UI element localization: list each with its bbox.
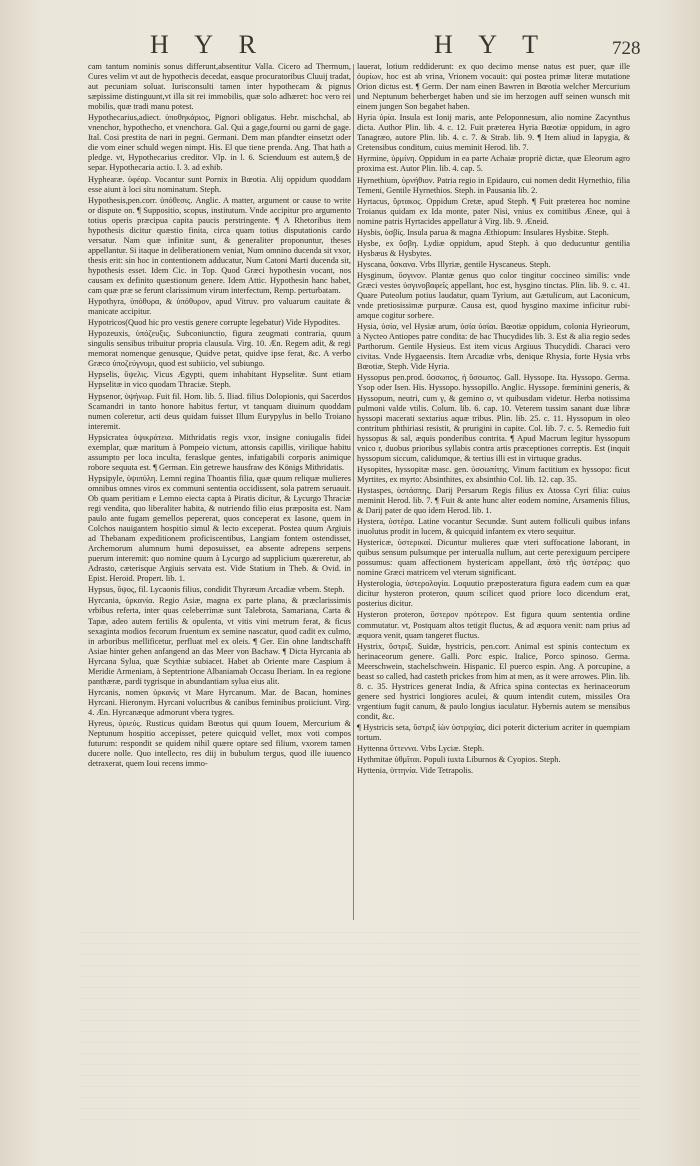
dictionary-entry: Hypsus, ὕψος, fil. Lycaonis filius, condidit Thyræum Arcadiæ vrbem. Steph. (88, 585, 345, 595)
column-divider (353, 64, 354, 920)
dictionary-entry: Hypsicratea ὑψικράτεια. Mithridatis regis vxor, insigne coniugalis fidei exemplar, quæ maritum à Pompeio victum, attonsis capillis, virilique habitu assumpto per loca inculta, feraslque gentes, infatigabili corporis animique robore sequuta est. ¶ German. Ein getrewe hausfraw des Königs Mithridatis. (88, 432, 351, 472)
dictionary-entry: Hypselis, ὕψελις. Vicus Ægypti, quem inhabitant Hypselitæ. Sunt etiam Hypselitæ in vico quodam Thraciæ. Steph. (88, 370, 351, 390)
dictionary-entry: Hypothecarius,adiect. ὑποθηκάριος, Pignori obligatus. Hebr. mischchal, ab vnenchor, hypothecho, et vnenchora. Gal. Qui a gage,fourni ou garni de gage. Ital. Cosi prestita de nari in pegni. Germani. Dem man pfandter einsetzt oder die vom einer schuld wegen nimpt. His. El que tiene prenda. Ang. That hath a pledge. vt, Hypothecarius creditor. Vlp. in l. 6. Scienduum est autem,§ de separ. Hypothecaria actio. l. 3. ad exhib. (88, 113, 351, 173)
dictionary-entry: Hyrcanis, nomen ὑρκανὶς vt Mare Hyrcanum. Mar. de Bacan, homines Hyrcani. Hieronym. Hyrcani volucribus & canibus feminibus proiiciunt. Virg. 4. Æn. Hyrcanæque admorunt vbera tygres. (88, 687, 351, 717)
dictionary-entry: Hyscana, ὕσκανα. Vrbs Illyriæ, gentile Hyscaneus. Steph. (357, 259, 551, 269)
page-header (0, 30, 700, 66)
dictionary-entry: Hypotricos(Quod hic pro vestis genere corrupte legebatur) Vide Hypodites. (88, 318, 341, 328)
dictionary-entry: Hystera, ὑστέρα. Latine vocantur Secundæ. Sunt autem folliculi quibus infans inuolutus prodit in lucem, & quicquid infantem ex vtero sequitur. (357, 517, 630, 537)
dictionary-entry: lauerat, lotium reddiderunt: ex quo decimo mense natus est puer, quæ ille ὀυρίων, hoc est ab vrina, Vrionem vocauit: qui postea primæ literæ mutatione Orion dictus est. ¶ Germ. Der nam einen Bawren in Bœotia welcher Mercurium und Neptunum beherberget haben und sie im herzogen auff seinen wunsch mit einem jungen Son begabet haben. (357, 62, 630, 112)
dictionary-entry: Hysopites, hyssopitæ masc. gen. ὑσσωπίτης. Vinum factitium ex hyssopo: ficut Myrtites, ex myrto: Absinthites, ex absinthio Col. lib. 12. cap. 35. (357, 464, 630, 484)
dictionary-entry: Hypothyra, ὑπόθυρα, & ὑπόθυρον, apud Vitruv. pro valuarum cauitate & manicate accipitur. (88, 297, 351, 317)
running-head-right: H Y T (434, 30, 549, 59)
running-head-left: H Y R (150, 30, 266, 59)
dictionary-entry: Hysterologia, ὑστερολογία. Loquutio præposteratura figura eadem cum ea quæ dicitur hysteron proteron, quum scilicet quod priore loco dicendum erat, posterius dicitur. (357, 579, 630, 609)
dictionary-entry: Hyttenia, ὑττηνία. Vide Tetrapolis. (357, 766, 474, 776)
dictionary-entry: Hyrnethium, ὑρνήθιον. Patria regio in Epidauro, cui nomen dedit Hyrnethio, filia Temeni, Gentile Hyrnethios. Steph. in Pausania lib. 2. (357, 175, 630, 195)
blank-lower-page (80, 930, 640, 1120)
dictionary-entry: ¶ Hystricis seta, ὕστριξ ἰὼν ὑστριχίας, dici poterit dicterium acriter in quempiam tortum. (357, 723, 630, 743)
dictionary-entry: Hyrmine, ὑρμίνη. Oppidum in ea parte Achaiæ propriè dictæ, quæ Eleorum agro proxima est. Autor Plin. lib. 4. cap. 5. (357, 154, 630, 174)
right-column (357, 62, 630, 777)
dictionary-entry: Hyssopus pen.prod. ὕσσωπος, ἡ ὕσσωπος. Gall. Hyssope. Ita. Hyssopo. Germa. Ysop oder Isen. His. Hyssopo. hyssopillo. Anglic. Hyssope. fœminini generis, & Hyssopum, neutri, cum γ, & gemino σ, vt quibusdam videtur. Herba notissima pulmoni valde vtilis. Colum. lib. 6. cap. 10. Veterem tussim sanant duæ libræ hyssopi macerati sextarius aquæ tribus. Plin. lib. 25. c. 11. Hyssopum in oleo contritum phthiriasi resistit, & prurigini in capite. Col. lib. 7. c. 5. Remedio fuit hyssopus & sal, æquis ponderibus contrita. ¶ Apud Macrum legitur hyssopum vnico r, duobus prioribus syllabis contra artis præceptiones correptis. Est (inquit hyssopum siccum, calidumque, & tertius illi est in virtuque gradus. (357, 373, 630, 463)
dictionary-entry: Hypsipyle, ὑψιπύλη. Lemni regina Thoantis filia, quæ quum reliquæ mulieres omnibus omnes viros ex communi sententia occidissent, sola patrem seruauit. Ob quam peritiam e Lemno eiecta capta à Piratis dicitur, & Lycurgo Thraciæ regi vendita, quo liberaliter habita, & nutriendo filio eius præposita est. Nam paulo ante fugam gemellos pepererat, quos conceperat ex Iasone, quem in Colchos nauigantem hospitio simul & lecto exceperat. Postea quum Argiuis ad Thebanam expeditionem proficiscentibus, Langiam fontem ostendisset, Archemorum alumnum humi deposuisset, ea absente adrepens serpens puerum interemit: quo nomine quum à Lycurgo ad supplicium quæreretur, ab Adrasto, cæterisque Argiuis servata est. Vide Statium in Theb. & Ovid. in Epist. Heroid. Propert. lib. 1. (88, 473, 351, 584)
dictionary-entry: Hysia, ὑσία, vel Hysiæ arum, ὑσία ὑσίαι. Bœotiæ oppidum, colonia Hyrieorum, à Nycteo Antiopes patre condita: de hac Thucydides lib. 3. Est & alia regio sedes Parthorum. Gentile Hysieus. Est item vicus Argiuus Thucydidi. Characi vero civitas. Vnde Hygaeensis. Item Arcadiæ vrbs, denique Rhysia, forte Hysia vrbs Bœotiæ, Steph. Vide Hyria. (357, 322, 630, 372)
dictionary-entry: Hystrix, ὕστριξ. Suidæ, hystricis, pen.corr. Animal est spinis contectum ex herinaceorum genere. Galli. Porc espic. Italice, Porco spinoso. Germa. Meerschwein, stachelschwein. Hispanic. El puerco espin. Ang. A porcupine, a beast so called, had casteth prickes from him at men, as it were arrowes. Plin. lib. 8. c. 35. Hystrices generat India, & Africa spina contectas ex herinaceorum genere sed hystrici longiores aculei, & quum intendit cutem, missiles Ora vrgentium fugit canum, & paulo longius iaculatur. Hybernis autem se mensibus condit, &c. (357, 641, 630, 721)
dictionary-entry: Hypsenor, ὑψήνωρ. Fuit fil. Hom. lib. 5. Iliad. filius Dolopionis, qui Sacerdos Scamandri in tanto honore habitus fertur, vt tanquam diuinum quoddam numen coleretur, acti deus quidam fuisset Illum Eurypylus in bello Troiano interemit. (88, 391, 351, 431)
dictionary-entry: Hystericæ, ὑστερικαί. Dicuntur mulieres quæ vteri suffocatione laborant, in quibus sensum pulsumque per interualla nullum, aut certe perexiguum percipere possumus: quam affectionem hystericam appellant, ἀπὸ τῆς ὑστέρας: quo nomine Græci matricem vel vterum significant. (357, 538, 630, 578)
dictionary-entry: Hysginum, ὕσγινον. Plantæ genus quo color tingitur coccineo similis: vnde Græci vestes ὑσγινοβαφεῖς appellant, hoc est, hysgino tinctas. Plin. lib. 9. c. 41. Quare Puteolum potius laudatur, quam Tyrium, aut Gætulicum, aut Laconicum, vnde pretiosissimæ purpuræ. Causa est, quod hysgino maxime inficitur rubi-amque cogitur sorbere. (357, 270, 630, 321)
dictionary-entry: Hypothesis,pen.corr. ὑπόθεσις. Anglic. A matter, argument or cause to write or dispute on. ¶ Suppositio, scopus, institutum. Vnde accipitur pro argumento totius operis præcipua capita paucis perstringente. ¶ A Rhetoribus item hypothesis dicitur quæstio finita, circa quam totius disputationis cardo versatur. Nam quæ infinitæ sunt, & generaliter proponuntur, theses appellantur. Si itaque in deliberationem veniat, Num omnino ducenda sit vxor, thesis erit: sin hoc in contentionem adducatur, Num Catoni Marti ducenda sit, hypothesis esset. Idem Cic. in Top. Quod Græci hypothesin vocant, nos causam ex definito quæstionum genere. Idem Attic. Hypothesin hanc habet, cam quæ præ se ferunt clarissimum virum interfectum, Remp. perturbatam. (88, 195, 351, 296)
dictionary-entry: Hysbis, ὑσβίς. Insula parua & magna Æthiopum: Insulares Hysbitæ. Steph. (357, 227, 609, 237)
page-number: 728 (612, 38, 641, 59)
dictionary-entry: Hyphearæ. ὑφέαρ. Vocantur sunt Pornix in Bœotia. Alij oppidum quoddam esse aiunt à loci situ nominatum. Steph. (88, 174, 351, 194)
dictionary-entry: Hythmitae ὑθμῖται. Populi iuxta Liburnos & Cyopios. Steph. (357, 755, 561, 765)
dictionary-entry: Hyria ὑρία. Insula est Ionij maris, ante Peloponnesum, alio nomine Zacynthus dicta. Author Plin. lib. 4. c. 12. Fuit præterea Hyria Bœotiæ oppidum, in agro Tanagræo, autore Plin. lib. 4. c. 7. & Strab. lib. 9. ¶ Item aliud in Iapygia, & Cretensibus conditum, cuius meminit Herod. lib. 7. (357, 113, 630, 153)
dictionary-entry: Hyttenna ὕττεννα. Vrbs Lyciæ. Steph. (357, 744, 485, 754)
dictionary-entry: Hysteron proteron, ὕστερον πρότερον. Est figura quum sententia ordine commutatur. vt, Postquam altos tetigit fluctus, & ad æquora venit: nam prius ad æquora venit, quam tangeret fluctus. (357, 610, 630, 640)
dictionary-entry: Hystaspes, ὑστάσπης. Darij Persarum Regis filius ex Atossa Cyri filia: cuius meminit Herod. lib. 7. ¶ Fuit & ante hunc alter eodem nomine, Arsamenis filius, & Darij pater de quo idem Herod. lib. 1. (357, 485, 630, 516)
dictionary-entry: Hyrtacus, ὕρτακος. Oppidum Cretæ, apud Steph. ¶ Fuit præterea hoc nomine Troianus quidam ex Ida monte, pater Nisi, vnius ex comitibus Æneæ, qui à nomine patris Hyrtacides appellatur à Virg. lib. 9. Æneid. (357, 196, 630, 226)
dictionary-entry: Hysbe, ex ὕσβη. Lydiæ oppidum, apud Steph. à quo deducuntur gentilia Hysbæus & Hysbytes. (357, 238, 630, 258)
left-column (88, 62, 351, 770)
dictionary-entry: cam tantum nominis sonus differunt,absentitur Valla. Cicero ad Thermum, Cures velim vt aut de hypothecis decedat, easque procuratoribus Cluuij tradat, aut pecuniam soluat. Iurisconsulti tamen inter hypothecam & pignus sæpissime distinguunt,vt illa sit rei immobilis, quæ solo adhæret: hoc vero rei mobilis, quæ tradi manu potest. (88, 62, 351, 112)
dictionary-entry: Hypozeuxis, ὑπόζευξις. Subconiunctio, figura zeugmati contraria, quum singulis sensibus tribuitur propria clausula. Virg. 10. Æn. Regem adit, & regi memorat nomenque genusque, Quidve petat, quidve ipse ferat, &c. A verbo Græco ὑποζεύγνυμι, quod est subiicio, vel subiungo. (88, 329, 351, 369)
dictionary-entry: Hyrcania, ὑρκανία. Regio Asiæ, magna ex parte plana, & præclarissimis vrbibus referta, inter quas celeberrimæ sunt Talebrota, Samariana, Carta & Tapæ, adeo autem fertilis & opulenta, vt vitis vini metrum ferat, & ficus sexaginta modios fecorum fruentum ex semine nascatur, quod cadit ex culmo, in arboribus mellificetur, perfluat mel ex oleis. ¶ Ger. Ein ohne landtschafft Asiae hinter gehen anfangend an das Meer von Bachaw. ¶ Dicta Hyrcania ab Hyrcana Sylua, quæ Scythiæ subiacet. Habet ab Oriente mare Caspium à Meridie Armeniam, à Septentrione Albaniamab Occasu Iberiam. In ea regione panthæræ, pardi tygrisque in abundantiam sylua eius alit. (88, 596, 351, 686)
dictionary-entry: Hyreus, ὑριεύς. Rusticus quidam Bœotus qui quum Iouem, Mercurium & Neptunum hospitio accepisset, petere quicquid vellet, mox voti compos futurum: respondit se quidem nihil quære optare sed filium, vxorem tamen ducere nolle. Quo intellecto, res diij in bubulum tergus, quod ille iuuenco detraxerat, quem Ioui recens immo- (88, 719, 351, 769)
